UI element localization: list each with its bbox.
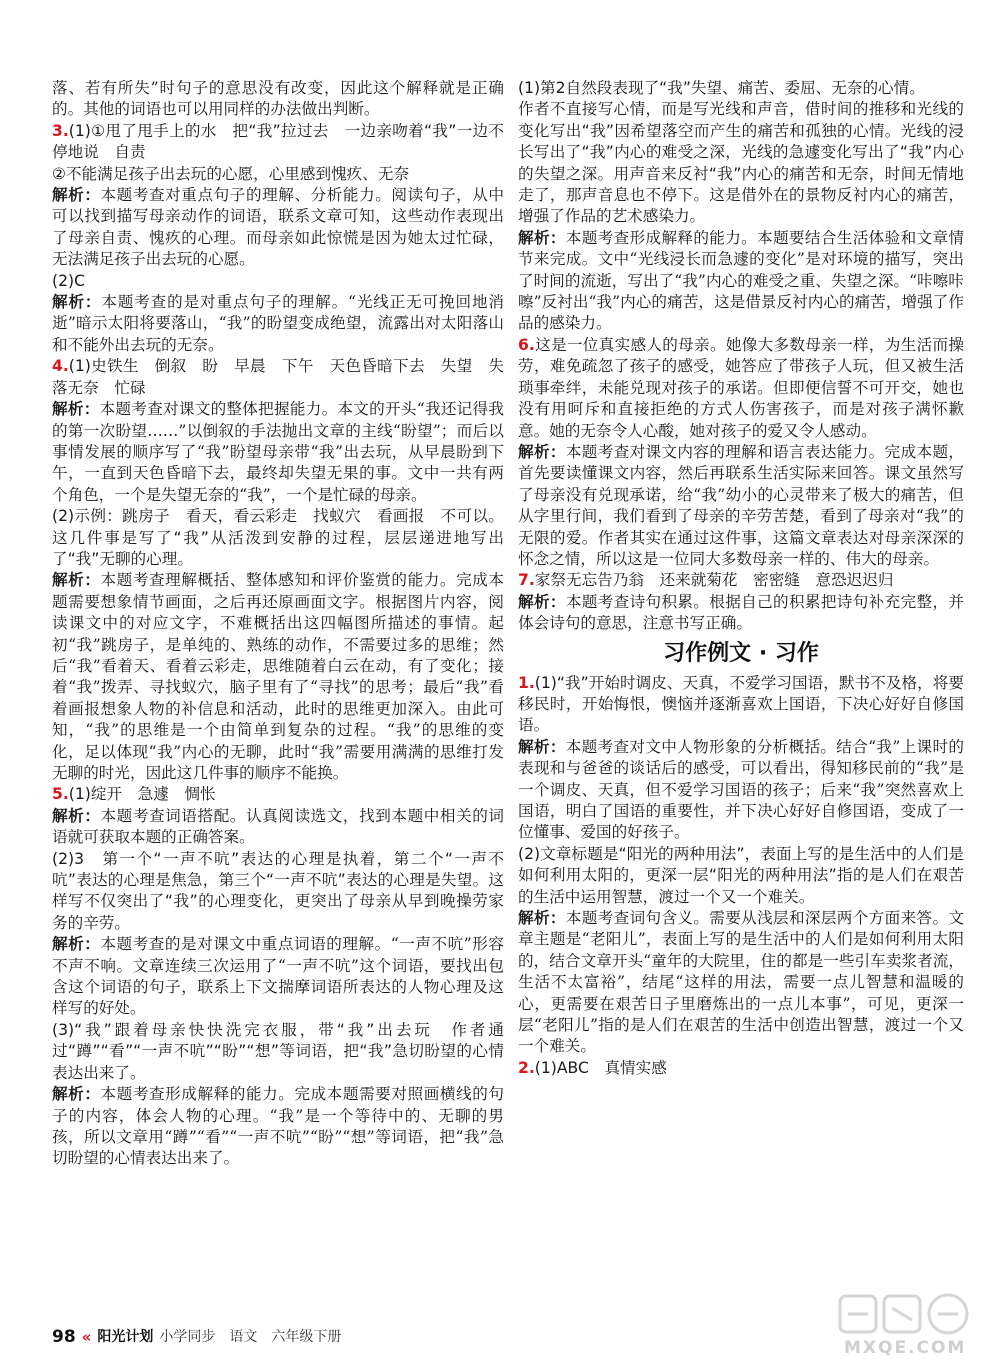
analysis-text: 解析：本题考查词句含义。需要从浅层和深层两个方面来答。文章主题是“老阳儿”，表面上写的是生活中的人们是如何利用太阳的，结合文章开头“童年的大院里，住的都是一些引车卖浆者流，生活不太富裕”，结尾“这样的用法，需要一点儿智慧和温暖的心，更需要在艰苦日子里磨炼出的一点儿本事”，可见，更深一层“老阳儿”指的是人们在艰苦的生活中创造出智慧，渡过一个又一个难关。 [518,909,964,1056]
answer-continuation: 落、若有所失”时句子的意思没有改变，因此这个解释就是正确的。其他的词语也可以用同样的办法做出判断。 [52,79,504,119]
right-column [518,78,964,1328]
answer-text: (1)绽开 急遽 惆怅 [68,785,216,804]
analysis-text: 解析：本题考查形成解释的能力。完成本题需要对照画横线的句子的内容，体会人物的心理。“我”是一个等待中的、无聊的男孩，所以文章用“蹲”“看”“一声不吭”“盼”“想”等词语，把“我”急切盼望的心情表达出来了。 [52,1085,504,1168]
question-number: 5. [52,785,69,804]
analysis-label: 解析： [52,1085,101,1104]
answer-q7 [518,570,964,634]
answer-q4 [52,356,504,784]
answer-text: (2)C [52,271,85,290]
answer-text: ②不能满足孩子出去玩的心愿，心里感到愧疚、无奈 [52,164,410,183]
analysis-text: 解析：本题考查诗句积累。根据自己的积累把诗句补充完整，并体会诗句的意思，注意书写正确。 [518,592,964,633]
answer-text: 作者不直接写心情，而是写光线和声音，借时间的推移和光线的变化写出“我”因希望落空而产生的痛苦和孤独的心情。光线的浸长写出了“我”内心的难受之深，光线的急遽变化写出了“我”内心的失望之深。用声音来反衬“我”内心的痛苦和无奈，时间无情地走了，那声音息也不停下。这是借外在的景物反衬内心的痛苦，增强了作品的艺术感染力。 [518,100,964,226]
question-number: 1. [518,673,535,692]
watermark-text: MXQE.COM [844,1338,967,1358]
analysis-text: 解析：本题考查理解概括、整体感知和评价鉴赏的能力。完成本题需要想象情节画面，之后再还原画面文字。根据图片内容，阅读课文中的对应文字，不难概括出这四幅图所描述的事情。起初“我”跳房子，是单纯的、熟练的动作，不需要过多的思维；然后“我”看着天、看着云彩走，思维随着白云在动，有了变化；接着“我”拨弄、寻找蚁穴，脑子里有了“寻找”的思考；最后“我”看着画报想象人物的补信息和活动，此时的思维更加深入。由此可知，“我”的思维是一个由简单到复杂的过程。“我”的思维的变化，足以体现“我”内心的无聊，此时“我”需要用满满的思维打发无聊的时光，因此这几件事的顺序不能换。 [52,571,504,782]
page-number: 98 [52,1327,76,1347]
analysis-label: 解析： [518,228,566,247]
question-number: 2. [518,1058,535,1077]
question-number: 7. [518,571,535,590]
answer-q6 [518,335,964,570]
answer-w1 [518,673,964,1058]
question-number: 6. [518,335,535,354]
answer-text: (2)3 第一个“一声不吭”表达的心理是执着，第二个“一声不吭”表达的心理是焦急，第三个“一声不吭”表达的心理是失望。这样写不仅突出了“我”的心理变化，更突出了母亲从早到晚操劳家务的辛劳。 [52,849,504,932]
analysis-label: 解析： [52,400,100,419]
analysis-text: 解析：本题考查形成解释的能力。本题要结合生活体验和文章情节来完成。文中“光线浸长而急遽的变化”是对环境的描写，突出了时间的流逝，写出了“我”内心的难受之重、失望之深。“咔嚓咔嚓”反衬出“我”内心的痛苦，这是借景反衬内心的痛苦，增强了作品的感染力。 [518,228,964,333]
page-footer [52,1325,341,1349]
analysis-text: 解析：本题考查对课文的整体把握能力。本文的开头“我还记得我的第一次盼望……”以倒叙的手法抛出文章的主线“盼望”；而后以事情发展的顺序写了“我”盼望母亲带“我”出去玩，从早晨盼到下午，一直到天色昏暗下去，最终却失望无果的事。文中一共有两个角色，一个是失望无奈的“我”，一个是忙碌的母亲。 [52,400,504,504]
answer-text: 这是一位真实感人的母亲。她像大多数母亲一样，为生活而操劳，难免疏忽了孩子的感受，她答应了带孩子人玩，但又被生活琐事牵绊，未能兑现对孩子的承诺。但即便信誓不可开交，她也没有用呵斥和直接拒绝的方式人伤害孩子，而是对孩子满怀歉意。她的无奈令人心酸，她对孩子的爱又令人感动。 [518,335,964,440]
analysis-label: 解析： [52,806,101,825]
analysis-text: 解析：本题考查的是对课文中重点词语的理解。“一声不吭”形容不声不响。文章连续三次运用了“一声不吭”这个词语，要找出包含这个词语的句子，联系上下文揣摩词语所表达的人物心理及这样写的好处。 [52,935,504,1018]
page-content [52,78,964,1328]
answer-text: (1)“我”开始时调皮、天真，不爱学习国语，默书不及格，将要移民时，开始悔恨，懊恼并逐渐喜欢上国语，下决心好好自修国语。 [518,673,964,735]
analysis-text: 解析：本题考查对重点句子的理解、分析能力。阅读句子，从中可以找到描写母亲动作的词语，联系文章可知，这些动作表现出了母亲自责、愧疚的心理。而母亲如此惊慌是因为她太过忙碌，无法满足孩子出去玩的心愿。 [52,186,504,269]
answer-text: (1)第2自然段表现了“我”失望、痛苦、委屈、无奈的心情。 [518,79,925,97]
watermark [836,1290,986,1360]
answer-text: (1)①甩了甩手上的水 把“我”拉过去 一边亲吻着“我”一边不停地说 自责 [52,121,504,162]
answer-text: (2)文章标题是“阳光的两种用法”，表面上写的是生活中的人们是如何利用太阳的，更深一层“阳光的两种用法”指的是人们在艰苦的生活中运用智慧，渡过一个又一个难关。 [518,844,964,906]
analysis-label: 解析： [52,293,102,312]
analysis-label: 解析： [518,592,566,611]
analysis-label: 解析： [518,909,566,928]
answer-q4-continued [518,78,964,335]
watermark-logo-icon [836,1290,986,1342]
analysis-label: 解析： [518,737,566,756]
left-column [52,78,504,1328]
answer-text: (1)史铁生 倒叙 盼 早晨 下午 天色昏暗下去 失望 失落无奈 忙碌 [52,357,504,397]
answer-text: (3)“我”跟着母亲快快洗完衣服，带“我”出去玩 作者通过“蹲”“看”“一声不吭”“盼”“想”等词语，把“我”急切盼望的心情表达出来了。 [52,1020,504,1082]
question-number: 3. [52,121,69,140]
answer-text: (2)示例：跳房子 看天，看云彩走 找蚁穴 看画报 不可以。这几件事是写了“我”从活泼到安静的过程，层层递进地写出了“我”无聊的心理。 [52,507,504,568]
analysis-text: 解析：本题考查对文中人物形象的分析概括。结合“我”上课时的表现和与爸爸的谈话后的感受，可以看出，得知移民前的“我”是一个调皮、天真，但不爱学习国语的孩子；后来“我”突然喜欢上国语，明白了国语的重要性，并下决心好好自修国语，变成了一位懂事、爱国的好孩子。 [518,737,964,842]
analysis-label: 解析： [52,935,101,954]
answer-text: (1)ABC 真情实感 [534,1058,667,1077]
section-title: 习作例文 · 习作 [663,640,819,666]
question-number: 4. [52,357,69,376]
answer-text: 家祭无忘告乃翁 还来就菊花 密密缝 意恐迟迟归 [534,571,894,590]
analysis-text: 解析：本题考查的是对重点句子的理解。“光线正无可挽回地消逝”暗示太阳将要落山，“我”的盼望变成绝望，流露出对太阳落山和不能外出去玩的无奈。 [52,293,504,354]
analysis-text: 解析：本题考查词语搭配。认真阅读选文，找到本题中相关的词语就可获取本题的正确答案。 [52,806,504,847]
answer-q5 [52,784,504,1169]
double-chevron-icon: « [81,1328,92,1346]
answer-w2 [518,1058,964,1079]
answer-q3 [52,121,504,356]
brand-name: 阳光计划 [97,1329,154,1345]
analysis-label: 解析： [52,571,101,590]
analysis-label: 解析： [52,186,101,205]
analysis-text: 解析：本题考查对课文内容的理解和语言表达能力。完成本题，首先要读懂课文内容，然后再联系生活实际来回答。课文虽然写了母亲没有兑现承诺，给“我”幼小的心灵带来了极大的痛苦，但从字里行间，我们看到了母亲的辛劳苦楚，看到了母亲对“我”的无限的爱。作者其实在通过这件事，这篇文章表达对母亲深深的怀念之情，所以这是一位同大多数母亲一样的、伟大的母亲。 [518,442,964,568]
analysis-label: 解析： [518,442,566,461]
book-subtitle: 小学同步 语文 六年级下册 [159,1329,342,1345]
